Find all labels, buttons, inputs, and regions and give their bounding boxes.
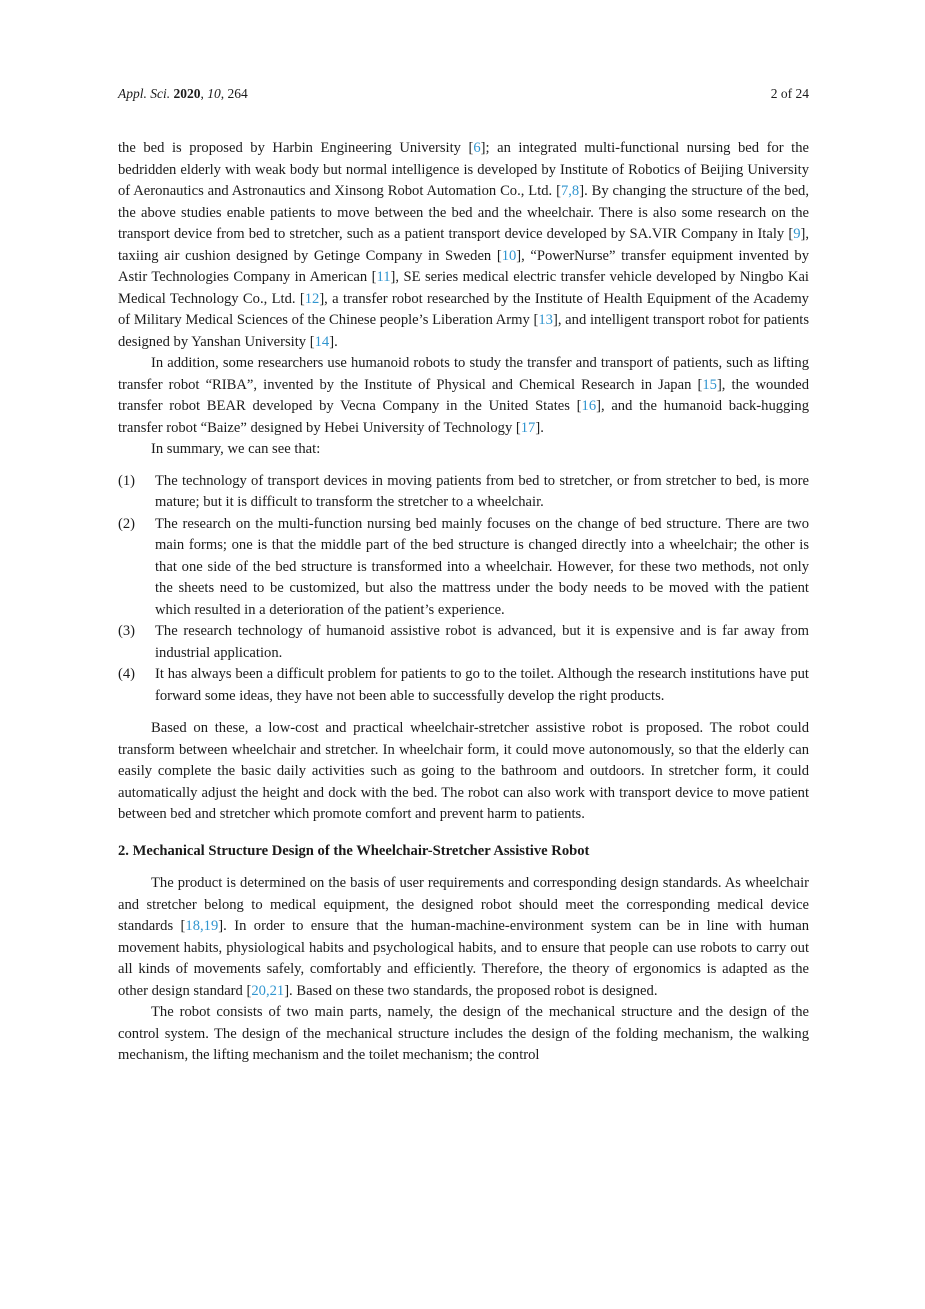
text-run: 2020 xyxy=(173,86,201,101)
citation-link[interactable]: 17 xyxy=(520,419,536,436)
citation-link[interactable]: 10 xyxy=(501,247,517,264)
text-run: , 264 xyxy=(220,86,248,101)
citation-link[interactable]: 6 xyxy=(473,140,481,156)
paragraph: The robot consists of two main parts, namely, the design of the mechanical structure and the design of the control system. The design of the mechanical structure includes the design of the folding mechanism, the walking mechanism, the lifting mechanism and the toilet mechanism; the control xyxy=(118,1004,809,1063)
citation-link[interactable]: 16 xyxy=(581,398,597,414)
list-item-number: (1) xyxy=(118,472,136,489)
citation-link[interactable]: 9 xyxy=(793,226,801,242)
citation-link[interactable]: 15 xyxy=(702,376,717,393)
paragraph: Based on these, a low-cost and practical wheelchair-stretcher assistive robot is proposed. The robot could transform between wheelchair and stretcher. In wheelchair form, it could move autonomously, so that the elderly can easily complete the basic daily activities such as going to the bathroom and outdoors. In stretcher form, it could automatically adjust the height and dock with the bed. The robot can also work with transport device to move patient between bed and stretcher which promote comfort and prevent harm to patients. xyxy=(118,720,809,822)
citation-link[interactable]: 12 xyxy=(304,290,320,307)
citation-link[interactable]: 20,21 xyxy=(251,982,285,999)
text-run: , xyxy=(200,86,208,101)
list-item-number: (2) xyxy=(118,515,136,532)
list-item-text: The research technology of humanoid assistive robot is advanced, but it is expensive and is far away from industrial application. xyxy=(155,623,809,661)
list-item-number: (3) xyxy=(118,623,136,639)
paragraph: In addition, some researchers use humanoid robots to study the transfer and transport of patients, such as lifting transfer robot “RIBA”, invented by the Institute of Physical and Chemical Research in Japan [15], the wounded transfer robot BEAR developed by Vecna Company in the United States [16], and the humanoid back-hugging transfer robot “Baize” designed by Hebei University of Technology [17]. xyxy=(118,355,809,436)
paragraph: the bed is proposed by Harbin Engineering University [6]; an integrated multi-functional nursing bed for the bedridden elderly with weak body but normal intelligence is developed by Institute of Robotics of Beijing University of Aeronautics and Astronautics and Xinsong Robot Automation Co., Ltd. [7,8]. By changing the structure of the bed, the above studies enable patients to move between the bed and the wheelchair. There is also some research on the transport device from bed to stretcher, such as a patient transport device developed by SA.VIR Company in Italy [9], taxiing air cushion designed by Getinge Company in Sweden [10], “PowerNurse” transfer equipment invented by Astir Technologies Company in American [11], SE series medical electric transfer vehicle developed by Ningbo Kai Medical Technology Co., Ltd. [12], a transfer robot researched by the Institute of Health Equipment of the Academy of Military Medical Sciences of the Chinese people’s Liberation Army [13], and intelligent transport robot for patients designed by Yanshan University [14]. xyxy=(118,140,810,350)
citation-link[interactable]: 14 xyxy=(314,333,330,350)
list-item-text: The research on the multi-function nursing bed mainly focuses on the change of bed structure. There are two main forms; one is that the middle part of the bed structure is changed directly into a wheelchair; the other is that one side of the bed structure is transformed into a wheelchair. However, for these two methods, not only the sheets need to be customized, but also the mattress under the body needs to be moved with the patient which resulted in a deterioration of the patient’s experience. xyxy=(155,515,809,618)
citation-link[interactable]: 11 xyxy=(376,269,391,285)
numbered-list xyxy=(118,471,809,708)
text-run: Appl. Sci. xyxy=(118,86,174,101)
paragraph: In summary, we can see that: xyxy=(151,441,321,457)
list-item-text: The technology of transport devices in moving patients from bed to stretcher, or from stretcher to bed, is more mature; but it is difficult to transform the stretcher to a wheelchair. xyxy=(155,472,809,510)
list-item xyxy=(118,621,809,664)
paragraph: The product is determined on the basis of user requirements and corresponding design standards. As wheelchair and stretcher belong to medical equipment, the designed robot should meet the corresponding medical device standards [18,19]. In order to ensure that the human-machine-environment system can be in line with human movement habits, physiological habits and psychological habits, and to ensure that people can use robots to carry out all kinds of movements safely, comfortably and efficiently. Therefore, the theory of ergonomics is adapted as the other design standard [20,21]. Based on these two standards, the proposed robot is designed. xyxy=(118,875,809,999)
text-run: 10 xyxy=(207,86,221,101)
list-item xyxy=(118,471,809,514)
page-header xyxy=(118,86,809,101)
document-body xyxy=(118,138,809,1067)
list-item xyxy=(118,664,809,707)
section-heading: 2. Mechanical Structure Design of the Wheelchair-Stretcher Assistive Robot xyxy=(118,842,590,859)
citation-link[interactable]: 7,8 xyxy=(560,183,580,199)
list-item-number: (4) xyxy=(118,666,136,682)
citation-link[interactable]: 18,19 xyxy=(185,918,219,934)
list-item-text: It has always been a difficult problem for patients to go to the toilet. Although the research institutions have put forward some ideas, they have not been able to successfully develop the right products. xyxy=(155,666,809,704)
page-number: 2 of 24 xyxy=(770,86,809,101)
journal-citation xyxy=(118,86,248,101)
citation-link[interactable]: 13 xyxy=(538,312,553,328)
list-item xyxy=(118,514,809,622)
